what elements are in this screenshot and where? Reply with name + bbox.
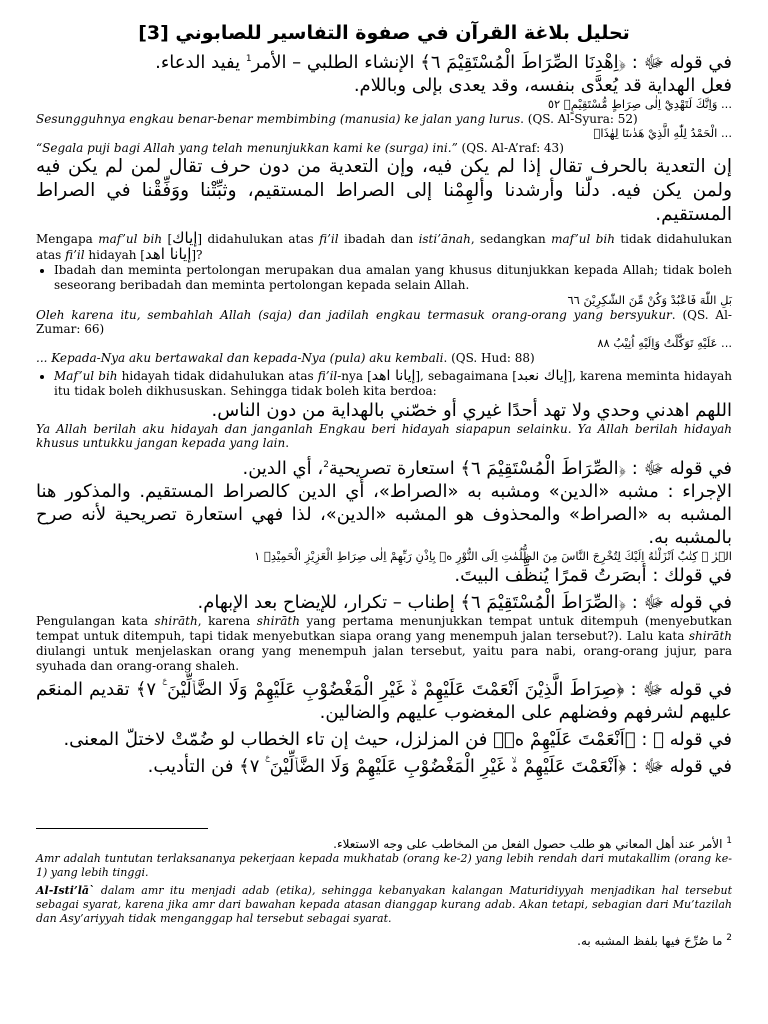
bullet-list-2 (36, 369, 732, 399)
footnote-text: dalam amr itu menjadi adab (etika), sehingga kebanyakan kalangan Maturidiyyah menjadikan hal tersebut sebagai syarat, karena jika amr dari bawahan kepada atasan dianggap kurang adab. Akan tetapi, sebagian dari Mu’tazilah dan Asy’ariyyah tidak menganggap hal tersebut sebagai syarat. (36, 884, 732, 925)
section-5-paragraph: في قوله ﷻ : ﴿صِرَاطَ الَّذِيْنَ اَنْعَمْتَ عَلَيْهِمْ ەۙ غَيْرِ الْمَغْضُوْبِ عَلَيْهِمْ وَلَا الضَّاۤلِّيْنَ ࣖ ٧﴾ تقديم المنعَم عليهم لشرفهم وفضلهم على المغضوب عليهم والضالين. (36, 679, 733, 723)
verse-reference: (QS. Al-A’raf: 43) (457, 141, 564, 155)
section-4-paragraph (36, 614, 732, 674)
footnote-2-arabic (36, 930, 732, 949)
text: ], sebagaimana [ (415, 369, 517, 383)
verse-hud-88: ... عَلَيْهِ تَوَكَّلْتُ وَاِلَيْهِ اُنِيْبُ ٨٨ (597, 336, 732, 350)
translation-text: Sesungguhnya engkau benar-benar membimbing (manusia) ke jalan yang lurus (36, 112, 521, 126)
section-1-text-end: يفيد الدعاء. (155, 52, 246, 73)
footnote-number: 2 (726, 933, 732, 943)
verse-ibrahim-1: الۤرٰ ۗ كِتٰبٌ اَنْزَلْنٰهُ اِلَيْكَ لِتُخْرِجَ النَّاسَ مِنَ الظُّلُمٰتِ اِلَى النُّوْرِ ەۙ بِاِذْنِ رَبِّهِمْ اِلٰى صِرَاطِ الْعَزِيْزِ الْحَمِيْدِۙ ١ (254, 549, 732, 563)
list-item: • Ibadah dan meminta pertolongan merupakan dua amalan yang khusus ditunjukkan kepada Allah; tidak boleh seseorang beribadah dan meminta pertolongan kepada selain Allah. (54, 263, 732, 293)
text: ]? (191, 248, 203, 262)
text: , karena (197, 614, 257, 628)
term: maf’ul bih (98, 232, 163, 246)
dua-translation (36, 422, 732, 450)
section-3-text: في قوله ﷻ : ﴿الصِّرَاطَ الْمُسْتَقِيْمَ ٦﴾ استعارة تصريحية (328, 458, 732, 479)
section-3-example: في قولك : أبصَرتُ قمرًا يُنظِّف البيتَ. (454, 565, 732, 586)
footnote-term: Al-Isti’lā` (36, 884, 95, 897)
arabic-term: إيانا اهد (371, 368, 416, 384)
term: maf’ul bih (551, 232, 615, 246)
translation-syura-52 (36, 112, 732, 126)
footnote-text: ما صُرِّحَ فيها بلفظ المشبه به. (577, 934, 727, 948)
section-3-paragraph: الإجراء : مشبه «الدين» ومشبه به «الصراط»، أي الدين كالصراط المستقيم. والمذكور هنا المشبه به «الصراط» والمحذوف هو المشبه «الدين»، لذا فهي استعارة تصريحية لأنه صرح بالمشبه به. (36, 481, 732, 548)
section-1-line-1 (36, 48, 732, 74)
verse-reference: . (QS. Hud: 88) (443, 351, 535, 365)
text: . (285, 436, 290, 450)
translation-text: Ya Allah berilah aku hidayah dan janganlah Engkau beri hidayah siapapun selainku. Ya Allah berilah hidayah khusus untukku jangan kepada yang lain (36, 422, 732, 450)
arabic-term: إياك نعبد (516, 368, 568, 384)
text: Pengulangan kata (36, 614, 155, 628)
verse-araf-43: ... الْحَمْدُ لِلّٰهِ الَّذِيْ هَدٰىنَا لِهٰذَاۗ (593, 126, 732, 140)
footnote-ref-1[interactable]: 1 (245, 54, 252, 64)
page-title: تحليل بلاغة القرآن في صفوة التفاسير للصابوني [3] (138, 22, 630, 44)
translation-text: ... Kepada-Nya aku bertawakal dan kepada-Nya (pula) aku kembali (36, 351, 444, 365)
verse-reference: . (QS. Al-Zumar: 66) (36, 308, 732, 336)
question-paragraph (36, 231, 732, 263)
arabic-term: إيانا اهد (144, 245, 192, 263)
text: ] didahulukan atas (197, 232, 320, 246)
document-page (36, 0, 732, 949)
term: shirāth (688, 629, 732, 643)
term: shirāth (154, 614, 198, 628)
text: [ (162, 232, 173, 246)
term: fi’il (317, 369, 338, 383)
translation-text: “Segala puji bagi Allah yang telah menunjukkan kami ke (surga) ini.” (36, 141, 458, 155)
term: isti’ānah (418, 232, 471, 246)
section-6-paragraph: في قوله ﷻ : ﴿اَنْعَمْتَ عَلَيْهِمْ ەۙ﴾ فن المزلزل، حيث إن تاء الخطاب لو ضُمّتْ لاختلّ المعنى. (63, 729, 732, 750)
footnote-text: الأمر عند أهل المعاني هو طلب حصول الفعل من المخاطب على وجه الاستعلاء. (333, 837, 727, 851)
text: ], karena meminta hidayah itu tidak boleh dikhususkan. Sehingga tidak boleh kita berdoa: (54, 369, 732, 398)
term: fi’il (65, 248, 85, 262)
verse-zumar-66: بَلِ اللّٰهَ فَاعْبُدْ وَكُنْ مِّنَ الشّٰكِرِيْنَ ٦٦ (567, 293, 732, 307)
translation-text: Oleh karena itu, sembahlah Allah (saja) dan jadilah engkau termasuk orang-orang yang bersyukur (36, 308, 672, 322)
section-3-text-end: ، أي الدين. (242, 458, 324, 479)
section-2-paragraph: إن التعدية بالحرف تقال إذا لم يكن فيه، وإن التعدية من دون حرف تقال لمن لم يكن فيه ولمن يكن فيه. دلّنا وأرشدنا وألهِمْنا إلى الصراط المستقيم، وثبِّتْنا ووَفِّقْنا في الصراط المستقيم. (36, 156, 732, 225)
verse-syura-52: ... وَاِنَّكَ لَتَهْدِيْٓ اِلٰى صِرَاطٍ مُّسْتَقِيْمٍۙ ٥٢ (547, 97, 732, 111)
dua-arabic: اللهم اهدني وحدي ولا تهد أحدًا غيري أو خصّني بالهداية من دون الناس. (211, 400, 732, 421)
section-1-text: في قوله ﷻ : ﴿اِهْدِنَا الصِّرَاطَ الْمُسْتَقِيْمَ ٦﴾ الإنشاء الطلبي – الأمر (251, 52, 732, 73)
translation-zumar-66 (36, 308, 732, 336)
text: yang pertama menunjukkan tempat untuk ditempuh (menyebutkan tempat untuk ditempuh, tapi tidak menyebutkan siapa orang yang menempuh jalan tersebut?). Lalu kata (36, 614, 732, 643)
bullet-list-1 (36, 263, 732, 293)
text: Mengapa (36, 232, 99, 246)
text: hidayah tidak didahulukan atas (117, 369, 318, 383)
footnote-1-translation: Amr adalah tuntutan terlaksananya pekerjaan kepada mukhatab (orang ke-2) yang lebih rendah dari mutakallim (orang ke-1) yang lebih tinggi. (36, 852, 732, 879)
verse-reference: . (QS. Al-Syura: 52) (520, 112, 638, 126)
footnote-1-arabic (36, 833, 732, 852)
text: , sedangkan (470, 232, 552, 246)
footnote-1-note (36, 884, 732, 926)
text: diulangi untuk menjelaskan orang yang menempuh jalan tersebut, yaitu para nabi, orang-orang jujur, para syuhada dan orang-orang shaleh. (36, 644, 732, 673)
list-item (54, 369, 732, 399)
term: Maf’ul bih (54, 369, 118, 383)
term: shirāth (256, 614, 300, 628)
arabic-term: إياك (172, 229, 198, 247)
footnote-number: 1 (726, 836, 732, 846)
section-1-line-2: فعل الهداية قد يُعدَّى بنفسه، وقد يعدى بإلى وباللام. (353, 75, 732, 96)
term: fi’il (319, 232, 339, 246)
translation-araf-43 (36, 141, 732, 155)
footnote-separator (36, 828, 208, 829)
translation-hud-88 (36, 351, 732, 365)
section-3-line (36, 454, 732, 480)
section-7-paragraph: في قوله ﷻ : ﴿اَنْعَمْتَ عَلَيْهِمْ ەۙ غَيْرِ الْمَغْضُوْبِ عَلَيْهِمْ وَلَا الضَّاۤلِّيْنَ ࣖ ٧﴾ فن التأديب. (147, 756, 732, 777)
text: ibadah dan (338, 232, 419, 246)
section-4-line: في قوله ﷻ : ﴿الصِّرَاطَ الْمُسْتَقِيْمَ ٦﴾ إطناب – تكرار، للإيضاح بعد الإبهام. (197, 592, 732, 613)
text: -nya [ (337, 369, 372, 383)
footnote-ref-2[interactable]: 2 (323, 460, 329, 470)
text: hidayah [ (84, 248, 145, 262)
text: tidak didahulukan atas (36, 232, 733, 262)
